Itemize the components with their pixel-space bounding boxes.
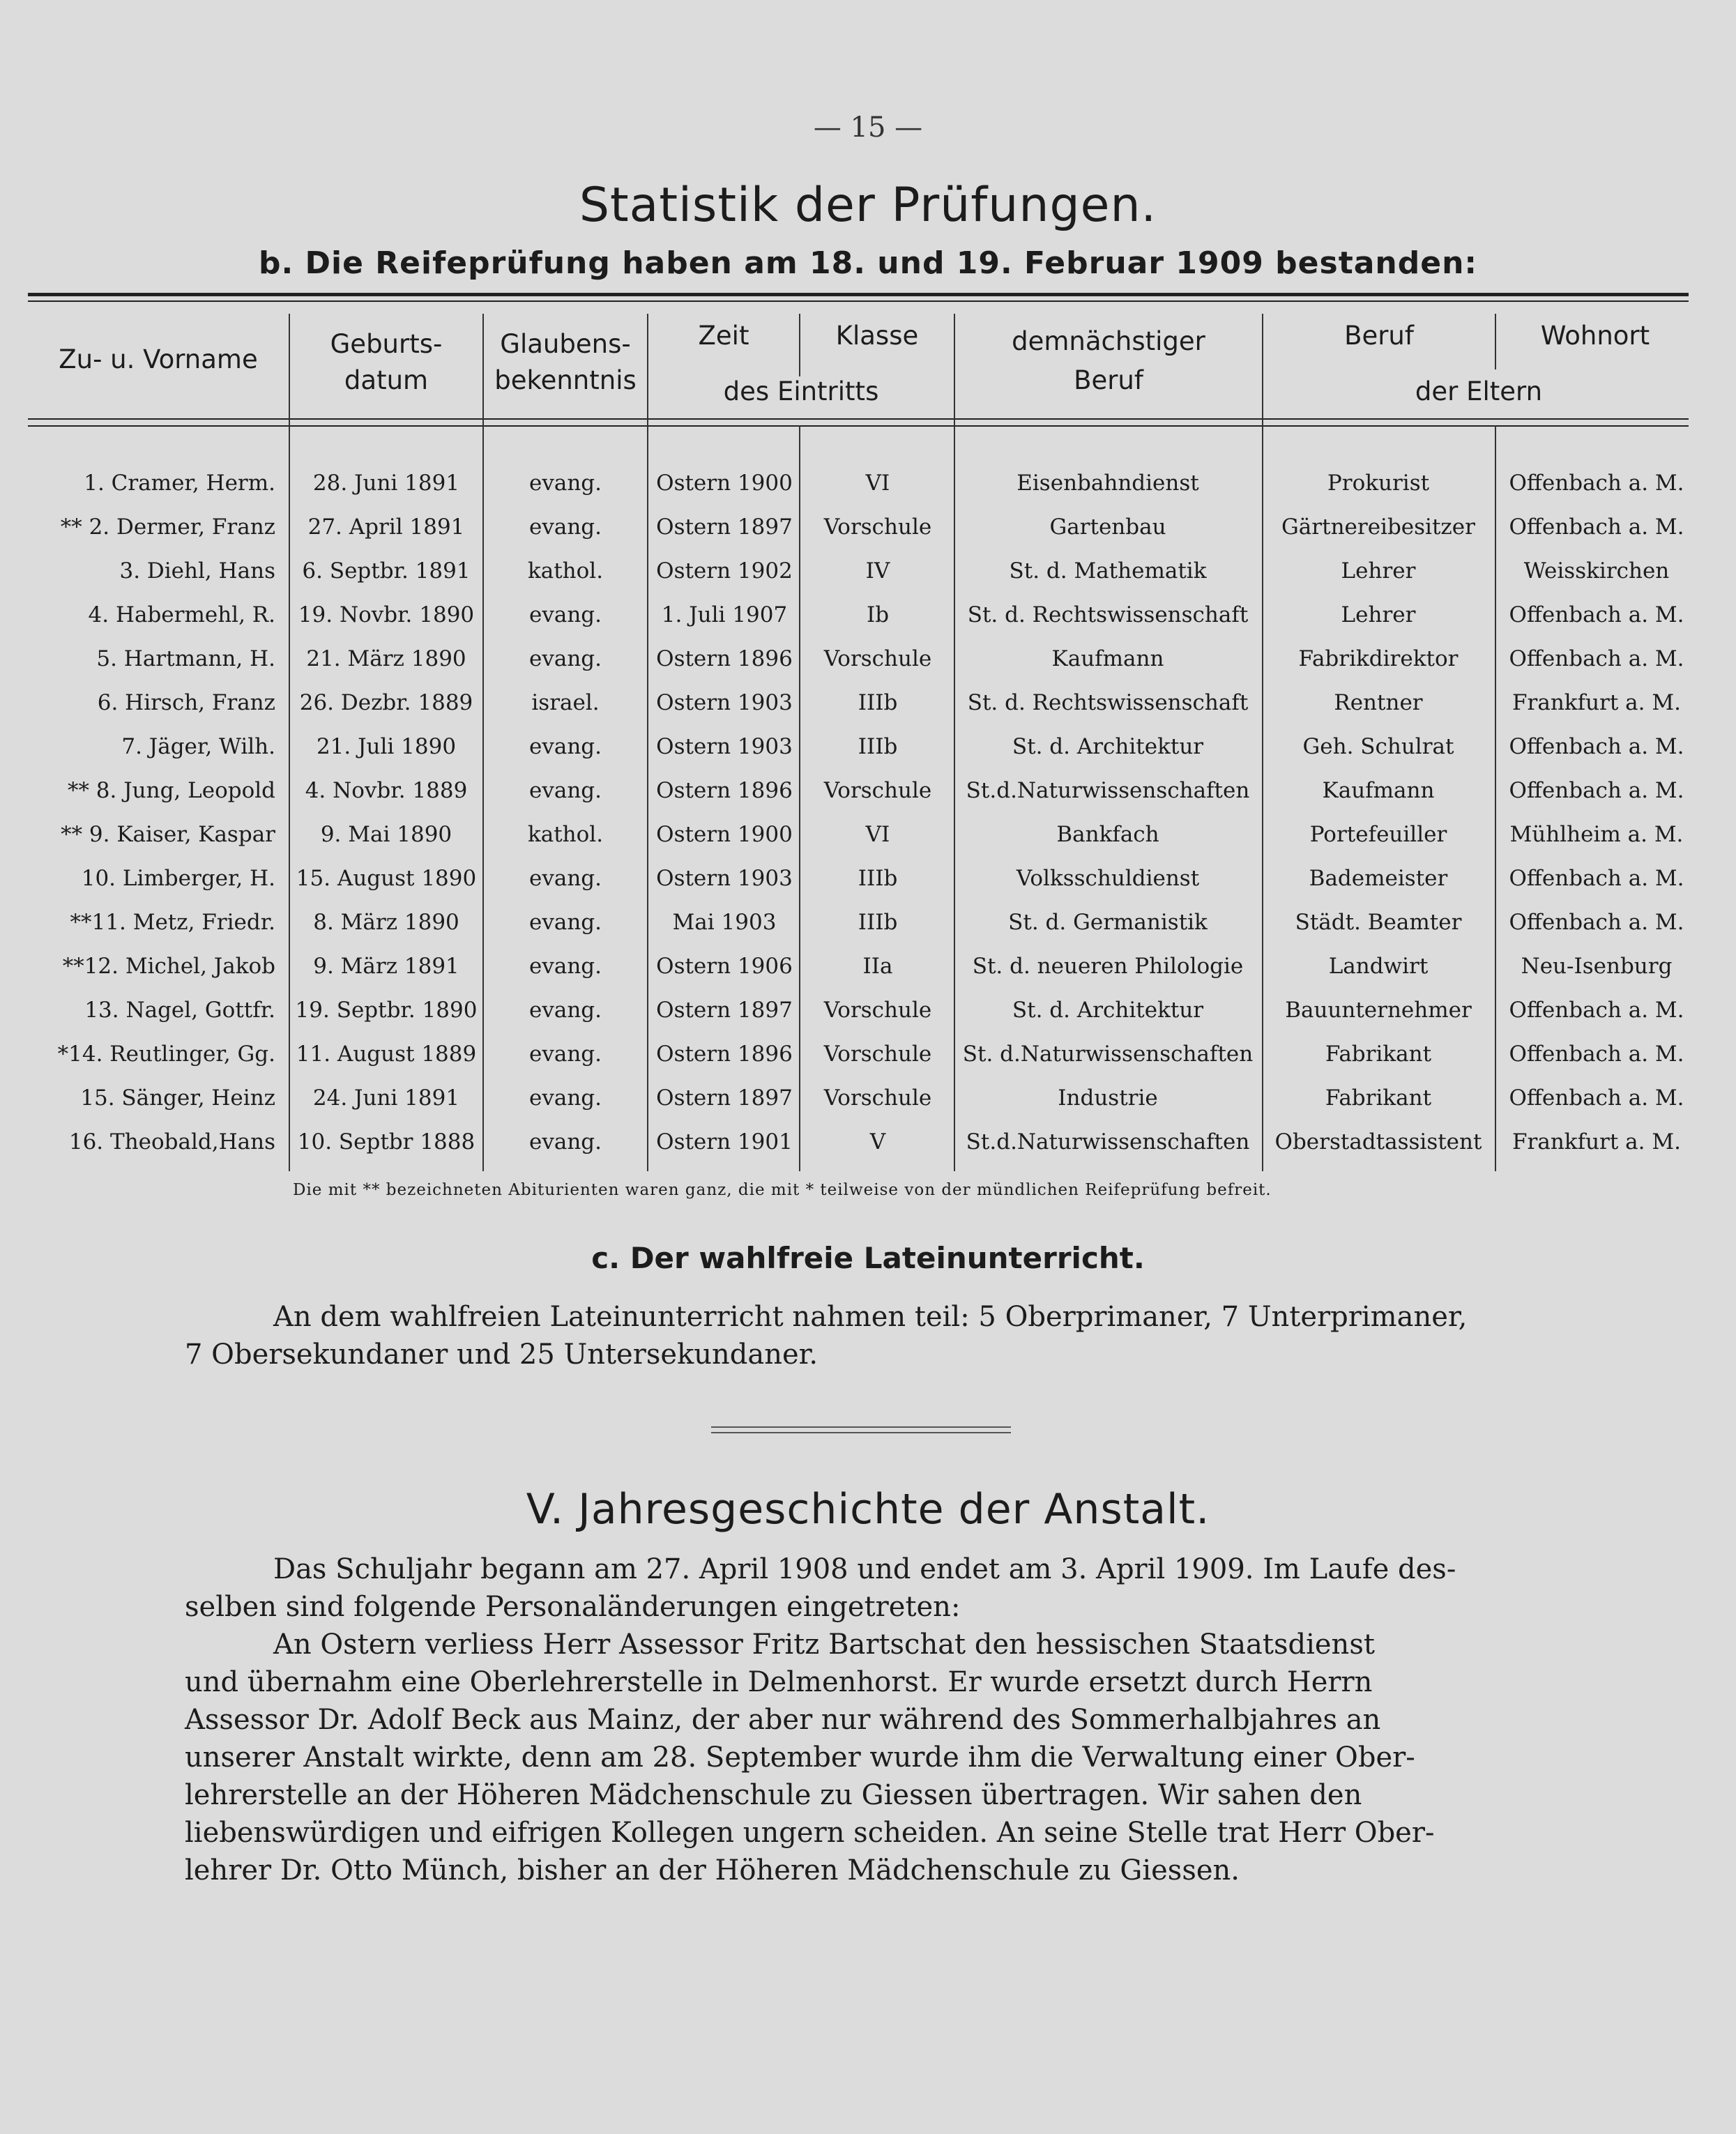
table-row [0,857,1736,901]
cell-residence: Frankfurt a. M. [1512,1129,1681,1154]
cell-birth-date: 9. März 1891 [313,954,459,979]
cell-parent-job: Prokurist [1327,471,1430,496]
section-v-line: Assessor Dr. Adolf Beck aus Mainz, der aber nur während des Sommerhalbjahres an [185,1704,1381,1736]
cell-residence: Offenbach a. M. [1509,515,1684,540]
cell-residence: Offenbach a. M. [1509,998,1684,1023]
page-title: Statistik der Prüfungen. [579,178,1157,233]
cell-residence: Offenbach a. M. [1509,910,1684,935]
cell-future-job: St.d.Naturwissenschaften [966,778,1250,803]
table-header-rule [28,418,1689,420]
cell-birth-date: 21. März 1890 [306,646,466,671]
section-c-line: An dem wahlfreien Lateinunterricht nahmen teil: 5 Oberprimaner, 7 Unterprimaner, [273,1301,1468,1333]
cell-religion: evang. [528,734,602,759]
cell-entry-class: Vorschule [823,646,932,671]
cell-entry-time: Ostern 1900 [656,822,793,847]
page-number: — 15 — [813,112,923,144]
cell-entry-time: Mai 1903 [672,910,777,935]
cell-entry-time: Ostern 1896 [656,646,793,671]
cell-birth-date: 24. Juni 1891 [312,1085,460,1111]
section-v-line: und übernahm eine Oberlehrerstelle in Delmenhorst. Er wurde ersetzt durch Herrn [185,1666,1373,1698]
cell-religion: evang. [528,1042,602,1067]
section-divider [711,1426,1011,1428]
cell-future-job: St. d. Germanistik [1008,910,1208,935]
cell-parent-job: Portefeuiller [1309,822,1447,847]
cell-residence: Frankfurt a. M. [1512,690,1681,715]
cell-name: 4. Habermehl, R. [88,602,275,627]
cell-entry-class: IV [865,558,890,584]
cell-residence: Offenbach a. M. [1509,646,1684,671]
cell-name: ** 8. Jung, Leopold [67,778,275,803]
cell-religion: evang. [528,910,602,935]
section-v-line: unserer Anstalt wirkte, denn am 28. September wurde ihm die Verwaltung einer Ober- [185,1742,1415,1774]
cell-religion: evang. [528,515,602,540]
cell-religion: evang. [528,1129,602,1154]
cell-residence: Offenbach a. M. [1509,471,1684,496]
header-entry: des Eintritts [723,376,879,406]
cell-entry-class: Vorschule [823,998,932,1023]
cell-residence: Neu-Isenburg [1521,954,1673,979]
cell-name: 3. Diehl, Hans [119,558,275,584]
table-row [0,637,1736,681]
table-row [0,593,1736,637]
cell-future-job: St. d.Naturwissenschaften [962,1042,1254,1067]
section-v-line: lehrer Dr. Otto Münch, bisher an der Höheren Mädchenschule zu Giessen. [185,1854,1240,1887]
cell-residence: Weisskirchen [1523,558,1670,584]
cell-religion: israel. [531,690,600,715]
table-row [0,549,1736,593]
table-row [0,462,1736,505]
cell-entry-class: Ib [866,602,890,627]
cell-future-job: Kaufmann [1051,646,1164,671]
header-religion-2: bekenntnis [494,365,637,395]
table-top-rule-thin [28,300,1689,302]
cell-future-job: St. d. Architektur [1012,998,1204,1023]
cell-entry-class: Vorschule [823,1085,932,1111]
cell-name: **11. Metz, Friedr. [70,910,275,935]
table-row [0,769,1736,813]
cell-entry-class: VI [865,822,890,847]
cell-entry-time: Ostern 1903 [656,690,793,715]
cell-entry-class: Vorschule [823,515,932,540]
cell-entry-time: Ostern 1903 [656,866,793,891]
cell-entry-class: VI [865,471,890,496]
cell-religion: evang. [528,998,602,1023]
cell-name: 16. Theobald,Hans [68,1129,275,1154]
cell-parent-job: Oberstadtassistent [1274,1129,1482,1154]
cell-entry-class: Vorschule [823,1042,932,1067]
header-name: Zu- u. Vorname [59,344,258,374]
cell-future-job: St. d. Rechtswissenschaft [967,602,1249,627]
cell-religion: evang. [528,1085,602,1111]
cell-name: *14. Reutlinger, Gg. [57,1042,275,1067]
cell-name: 15. Sänger, Heinz [80,1085,275,1111]
table-row [0,1120,1736,1164]
section-v-line: An Ostern verliess Herr Assessor Fritz Bartschat den hessischen Staatsdienst [273,1629,1375,1661]
cell-entry-class: IIIb [858,910,898,935]
cell-birth-date: 27. April 1891 [307,515,465,540]
cell-name: 6. Hirsch, Franz [97,690,275,715]
table-row [0,725,1736,769]
section-divider [711,1432,1011,1433]
cell-entry-time: Ostern 1897 [656,515,793,540]
cell-future-job: Volksschuldienst [1016,866,1200,891]
cell-birth-date: 4. Novbr. 1889 [305,778,468,803]
cell-future-job: Eisenbahndienst [1017,471,1199,496]
cell-name: 7. Jäger, Wilh. [121,734,275,759]
cell-entry-time: Ostern 1903 [656,734,793,759]
cell-birth-date: 8. März 1890 [313,910,459,935]
cell-entry-time: Ostern 1897 [656,1085,793,1111]
cell-parent-job: Lehrer [1341,558,1416,584]
cell-entry-class: IIIb [858,866,898,891]
cell-birth-date: 10. Septbr 1888 [297,1129,475,1154]
cell-birth-date: 6. Septbr. 1891 [302,558,471,584]
cell-parent-job: Bauunternehmer [1285,998,1472,1023]
cell-future-job: St. d. Rechtswissenschaft [967,690,1249,715]
cell-residence: Offenbach a. M. [1509,602,1684,627]
cell-parent-job: Gärtnereibesitzer [1281,515,1475,540]
table-row [0,813,1736,857]
cell-name: **12. Michel, Jakob [62,954,275,979]
cell-entry-time: Ostern 1906 [656,954,793,979]
section-v-line: liebenswürdigen und eifrigen Kollegen ungern scheiden. An seine Stelle trat Herr Ober- [185,1817,1435,1849]
header-future-2: Beruf [1074,365,1143,395]
cell-religion: evang. [528,471,602,496]
section-c-line: 7 Obersekundaner und 25 Untersekundaner. [185,1339,818,1371]
cell-parent-job: Fabrikdirektor [1298,646,1459,671]
section-v-title: V. Jahresgeschichte der Anstalt. [526,1485,1210,1534]
table-row [0,1032,1736,1076]
header-parents: der Eltern [1415,376,1543,406]
cell-name: ** 9. Kaiser, Kaspar [61,822,275,847]
cell-future-job: St. d. neueren Philologie [972,954,1244,979]
cell-entry-time: Ostern 1896 [656,778,793,803]
header-birth-2: datum [344,365,429,395]
cell-birth-date: 21. Juli 1890 [316,734,457,759]
cell-residence: Offenbach a. M. [1509,1085,1684,1111]
header-birth-1: Geburts- [330,329,443,359]
table-top-rule [28,293,1689,296]
cell-religion: kathol. [527,822,604,847]
header-parents-job: Beruf [1344,321,1414,351]
table-row [0,989,1736,1032]
cell-parent-job: Fabrikant [1325,1042,1432,1067]
cell-religion: evang. [528,646,602,671]
cell-parent-job: Städt. Beamter [1295,910,1462,935]
cell-name: 5. Hartmann, H. [96,646,275,671]
table-footnote: Die mit ** bezeichneten Abiturienten waren ganz, die mit * teilweise von der mündlichen Reifeprüfung befreit. [293,1181,1272,1199]
cell-religion: evang. [528,778,602,803]
cell-residence: Offenbach a. M. [1509,1042,1684,1067]
cell-religion: evang. [528,954,602,979]
header-religion-1: Glaubens- [500,329,631,359]
cell-entry-class: V [869,1129,886,1154]
cell-entry-time: Ostern 1896 [656,1042,793,1067]
cell-residence: Offenbach a. M. [1509,866,1684,891]
cell-entry-class: IIIb [858,690,898,715]
table-header-rule-thin [28,425,1689,427]
cell-name: 10. Limberger, H. [81,866,275,891]
header-future-1: demnächstiger [1012,326,1205,356]
cell-birth-date: 11. August 1889 [296,1042,477,1067]
table-row [0,901,1736,945]
cell-entry-time: Ostern 1897 [656,998,793,1023]
cell-birth-date: 26. Dezbr. 1889 [299,690,473,715]
cell-parent-job: Landwirt [1328,954,1429,979]
cell-entry-time: 1. Juli 1907 [661,602,788,627]
cell-entry-time: Ostern 1901 [656,1129,793,1154]
cell-residence: Mühlheim a. M. [1509,822,1684,847]
cell-entry-time: Ostern 1900 [656,471,793,496]
cell-future-job: Bankfach [1056,822,1159,847]
section-v-line: Das Schuljahr begann am 27. April 1908 und endet am 3. April 1909. Im Laufe des- [273,1553,1456,1585]
header-parents-residence: Wohnort [1540,321,1650,351]
cell-future-job: Gartenbau [1049,515,1166,540]
cell-parent-job: Bademeister [1309,866,1448,891]
table-row [0,505,1736,549]
cell-birth-date: 19. Novbr. 1890 [298,602,475,627]
cell-birth-date: 15. August 1890 [296,866,477,891]
table-row [0,681,1736,725]
cell-parent-job: Kaufmann [1322,778,1435,803]
cell-entry-time: Ostern 1902 [656,558,793,584]
cell-entry-class: IIIb [858,734,898,759]
cell-birth-date: 28. Juni 1891 [312,471,460,496]
cell-name: ** 2. Dermer, Franz [60,515,275,540]
header-class: Klasse [835,321,919,351]
cell-parent-job: Lehrer [1341,602,1416,627]
cell-parent-job: Geh. Schulrat [1302,734,1454,759]
subtitle-b: b. Die Reifeprüfung haben am 18. und 19. Februar 1909 bestanden: [258,245,1477,281]
cell-future-job: St. d. Architektur [1012,734,1204,759]
cell-birth-date: 9. Mai 1890 [320,822,452,847]
cell-residence: Offenbach a. M. [1509,778,1684,803]
cell-name: 13. Nagel, Gottfr. [84,998,275,1023]
table-row [0,1076,1736,1120]
cell-future-job: St.d.Naturwissenschaften [966,1129,1250,1154]
cell-future-job: Industrie [1058,1085,1158,1111]
cell-residence: Offenbach a. M. [1509,734,1684,759]
cell-future-job: St. d. Mathematik [1009,558,1207,584]
section-v-line: selben sind folgende Personaländerungen eingetreten: [185,1591,961,1623]
cell-religion: kathol. [527,558,604,584]
cell-parent-job: Fabrikant [1325,1085,1432,1111]
cell-entry-class: Vorschule [823,778,932,803]
cell-entry-class: IIa [862,954,893,979]
header-time: Zeit [698,321,749,351]
section-c-title: c. Der wahlfreie Lateinunterricht. [591,1241,1145,1275]
section-v-line: lehrerstelle an der Höheren Mädchenschule zu Giessen übertragen. Wir sahen den [185,1779,1362,1811]
cell-religion: evang. [528,866,602,891]
cell-name: 1. Cramer, Herm. [84,471,275,496]
table-row [0,945,1736,989]
cell-religion: evang. [528,602,602,627]
cell-birth-date: 19. Septbr. 1890 [295,998,478,1023]
cell-parent-job: Rentner [1334,690,1423,715]
